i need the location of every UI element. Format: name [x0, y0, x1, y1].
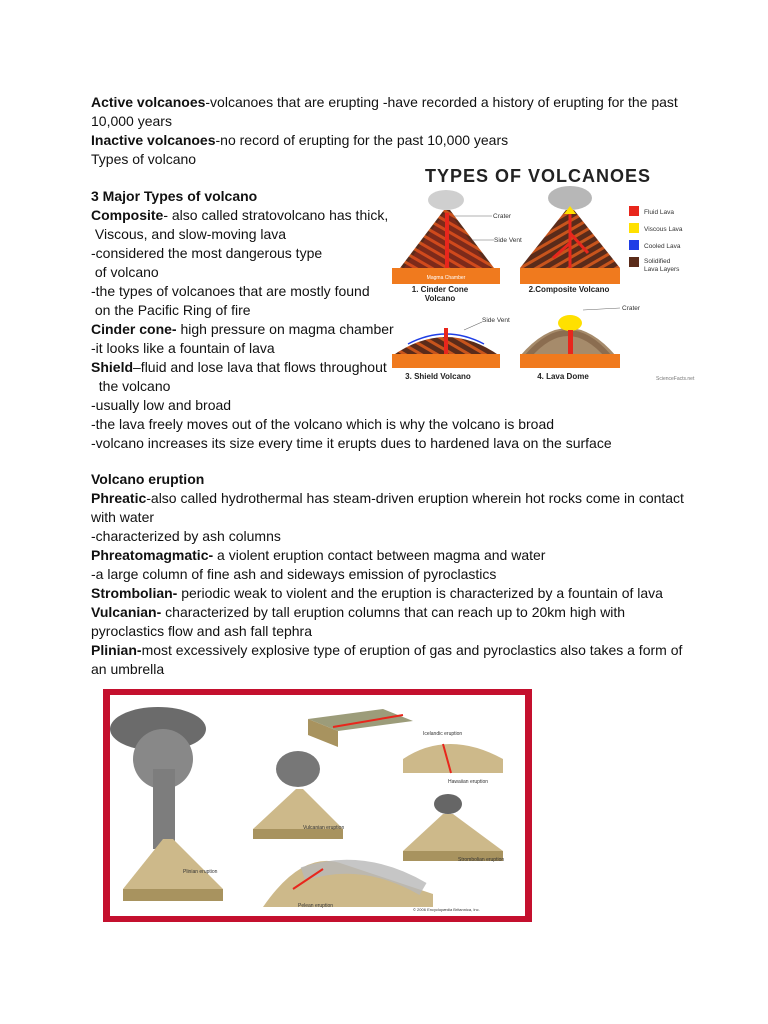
- lava-dome-diagram: [520, 315, 620, 368]
- text-line: [91, 112, 172, 131]
- term-heading: Cinder cone-: [91, 321, 177, 337]
- term-heading: 3 Major Types of volcano: [91, 188, 258, 204]
- term-heading: Strombolian-: [91, 585, 178, 601]
- label-strombolian: Strombolian eruption: [458, 857, 505, 863]
- label-hawaiian: Hawaiian eruption: [448, 779, 489, 785]
- text-line: [91, 527, 281, 546]
- term-heading: Phreatomagmatic-: [91, 547, 214, 563]
- crater-callout: Crater: [493, 213, 512, 220]
- shield-volcano-diagram: [392, 328, 500, 368]
- legend-swatch: [629, 206, 639, 216]
- lava-legend: [629, 206, 683, 273]
- text-line: [91, 206, 388, 225]
- line-text: -characterized by ash columns: [91, 528, 281, 544]
- text-line: [91, 377, 170, 396]
- legend-fluid-lava: Fluid Lava: [644, 209, 674, 216]
- term-heading: Plinian-: [91, 642, 142, 658]
- text-line: [91, 301, 251, 320]
- line-text: with water: [91, 509, 155, 525]
- sciencefacts-credit: ScienceFacts.net: [656, 376, 695, 382]
- legend-lava-layers: Lava Layers: [644, 266, 680, 273]
- text-line: [91, 396, 231, 415]
- legend-cooled-lava: Cooled Lava: [644, 243, 681, 250]
- line-text: high pressure on magma chamber: [176, 321, 394, 337]
- text-line: [91, 339, 275, 358]
- line-text: -considered the most dangerous type: [91, 245, 323, 261]
- text-line: [91, 93, 678, 112]
- text-line: [91, 603, 625, 622]
- caption-shield: 3. Shield Volcano: [405, 372, 471, 381]
- line-text: periodic weak to violent and the eruption is characterized by a fountain of lava: [177, 585, 663, 601]
- text-line: [91, 434, 612, 453]
- line-text: -usually low and broad: [91, 397, 232, 413]
- line-text: an umbrella: [91, 661, 165, 677]
- text-line: [91, 565, 496, 584]
- text-line: [91, 187, 257, 206]
- label-pelean: Pelean eruption: [298, 903, 334, 909]
- label-icelandic: Icelandic eruption: [423, 731, 463, 737]
- term-heading: Shield: [91, 359, 134, 375]
- line-text: -volcano increases its size every time it erupts dues to hardened lava on the surface: [91, 435, 612, 451]
- line-text: - also called stratovolcano has thick,: [163, 207, 389, 223]
- line-text: 10,000 years: [91, 113, 172, 129]
- term-heading: Volcano eruption: [91, 471, 205, 487]
- term-heading: Vulcanian-: [91, 604, 162, 620]
- text-line: [91, 508, 154, 527]
- text-line: [91, 584, 663, 603]
- text-line: [91, 546, 545, 565]
- term-heading: Inactive volcanoes: [91, 132, 216, 148]
- line-text: -the lava freely moves out of the volcano which is why the volcano is broad: [91, 416, 555, 432]
- line-text: characterized by tall eruption columns that can reach up to 20km high with: [161, 604, 626, 620]
- line-text: Viscous, and slow-moving lava: [91, 226, 287, 242]
- caption-composite: 2.Composite Volcano: [528, 285, 610, 294]
- text-line: [91, 150, 196, 169]
- line-text: a violent eruption contact between magma and water: [213, 547, 546, 563]
- line-text: –fluid and lose lava that flows throughout: [133, 359, 387, 375]
- britannica-credit: © 2006 Encyclopædia Britannica, Inc.: [413, 907, 480, 912]
- line-text: on the Pacific Ring of fire: [91, 302, 251, 318]
- line-text: most excessively explosive type of eruption of gas and pyroclastics also takes a form of: [141, 642, 683, 658]
- legend-viscous-lava: Viscous Lava: [644, 226, 683, 233]
- text-line: [91, 320, 394, 339]
- label-vulcanian: Vulcanian eruption: [303, 825, 345, 831]
- caption-lava-dome: 4. Lava Dome: [537, 372, 589, 381]
- legend-swatch: [629, 257, 639, 267]
- composite-volcano-diagram: [520, 186, 620, 284]
- line-text: -volcanoes that are erupting -have recorded a history of erupting for the past: [205, 94, 678, 110]
- term-heading: Composite: [91, 207, 164, 223]
- caption-volcano: Volcano: [424, 294, 456, 303]
- text-line: [91, 622, 312, 641]
- line-text: of volcano: [91, 264, 159, 280]
- line-text: -a large column of fine ash and sideways emission of pyroclastics: [91, 566, 497, 582]
- caption-cinder-cone: 1. Cinder Cone: [411, 285, 469, 294]
- magma-chamber-label: Magma Chamber: [426, 275, 466, 281]
- line-text: -it looks like a fountain of lava: [91, 340, 275, 356]
- text-line: [91, 282, 370, 301]
- text-line: [91, 263, 159, 282]
- text-line: [91, 225, 286, 244]
- legend-swatch: [629, 223, 639, 233]
- line-text: Types of volcano: [91, 151, 197, 167]
- text-line: [91, 470, 204, 489]
- text-line: [91, 489, 684, 508]
- figure-title: TYPES OF VOLCANOES: [424, 166, 652, 186]
- text-line: [91, 131, 508, 150]
- side-vent-callout: Side Vent: [494, 237, 522, 244]
- text-line: [91, 641, 682, 660]
- types-of-volcanoes-figure: [388, 158, 700, 386]
- cinder-cone-diagram: [392, 190, 500, 284]
- eruption-types-figure: [103, 689, 532, 922]
- line-text: -no record of erupting for the past 10,000 years: [215, 132, 509, 148]
- side-vent-callout-2: Side Vent: [482, 317, 510, 324]
- text-line: [91, 244, 322, 263]
- crater-callout-2: Crater: [622, 305, 641, 312]
- term-heading: Active volcanoes: [91, 94, 206, 110]
- text-line: [91, 660, 164, 679]
- term-heading: Phreatic: [91, 490, 147, 506]
- legend-swatch: [629, 240, 639, 250]
- line-text: -also called hydrothermal has steam-driven eruption wherein hot rocks come in contact: [146, 490, 684, 506]
- label-plinian: Plinian eruption: [183, 869, 218, 875]
- line-text: pyroclastics flow and ash fall tephra: [91, 623, 312, 639]
- line-text: the volcano: [91, 378, 171, 394]
- legend-solidified: Solidified: [644, 258, 671, 265]
- text-line: [91, 358, 387, 377]
- line-text: -the types of volcanoes that are mostly found: [91, 283, 370, 299]
- text-line: [91, 415, 554, 434]
